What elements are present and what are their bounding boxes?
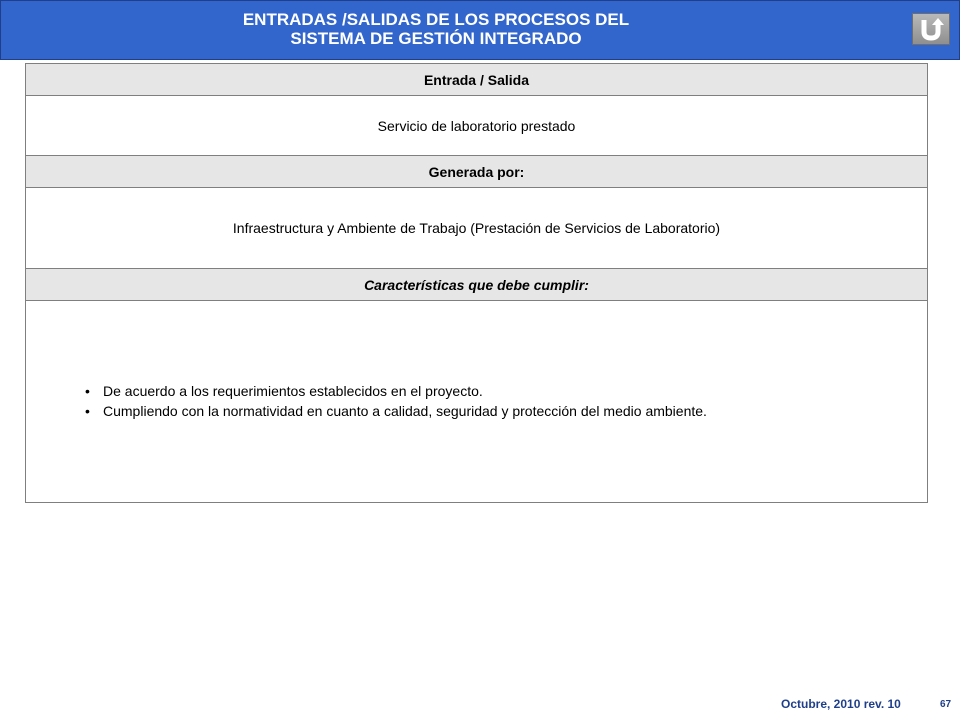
entrada-salida-value: Servicio de laboratorio prestado: [26, 96, 928, 156]
list-item-text: De acuerdo a los requerimientos establecidos en el proyecto.: [103, 383, 483, 399]
bullet-icon: •: [85, 403, 90, 419]
caracteristicas-list: [85, 381, 960, 421]
back-button[interactable]: [912, 13, 950, 45]
process-io-table: [25, 63, 928, 503]
u-turn-back-icon: [918, 17, 944, 41]
page-number: 67: [940, 699, 952, 710]
generada-por-value: Infraestructura y Ambiente de Trabajo (Prestación de Servicios de Laboratorio): [26, 188, 928, 269]
page-title-line-2: SISTEMA DE GESTIÓN INTEGRADO: [290, 29, 582, 48]
generada-por-header: Generada por:: [26, 156, 928, 188]
page-title: [1, 10, 960, 48]
title-bar: [0, 0, 960, 60]
list-item-text: Cumpliendo con la normatividad en cuanto a calidad, seguridad y protección del medio ambiente.: [103, 403, 707, 419]
list-item: [85, 401, 960, 421]
page-title-line-1: ENTRADAS /SALIDAS DE LOS PROCESOS DEL: [242, 10, 630, 29]
bullet-icon: •: [85, 383, 90, 399]
list-item: [85, 381, 960, 401]
caracteristicas-header: Características que debe cumplir:: [26, 269, 928, 301]
footer-date: Octubre, 2010 rev. 10: [781, 697, 901, 711]
entrada-salida-header: Entrada / Salida: [26, 64, 928, 96]
caracteristicas-cell: [26, 301, 928, 503]
